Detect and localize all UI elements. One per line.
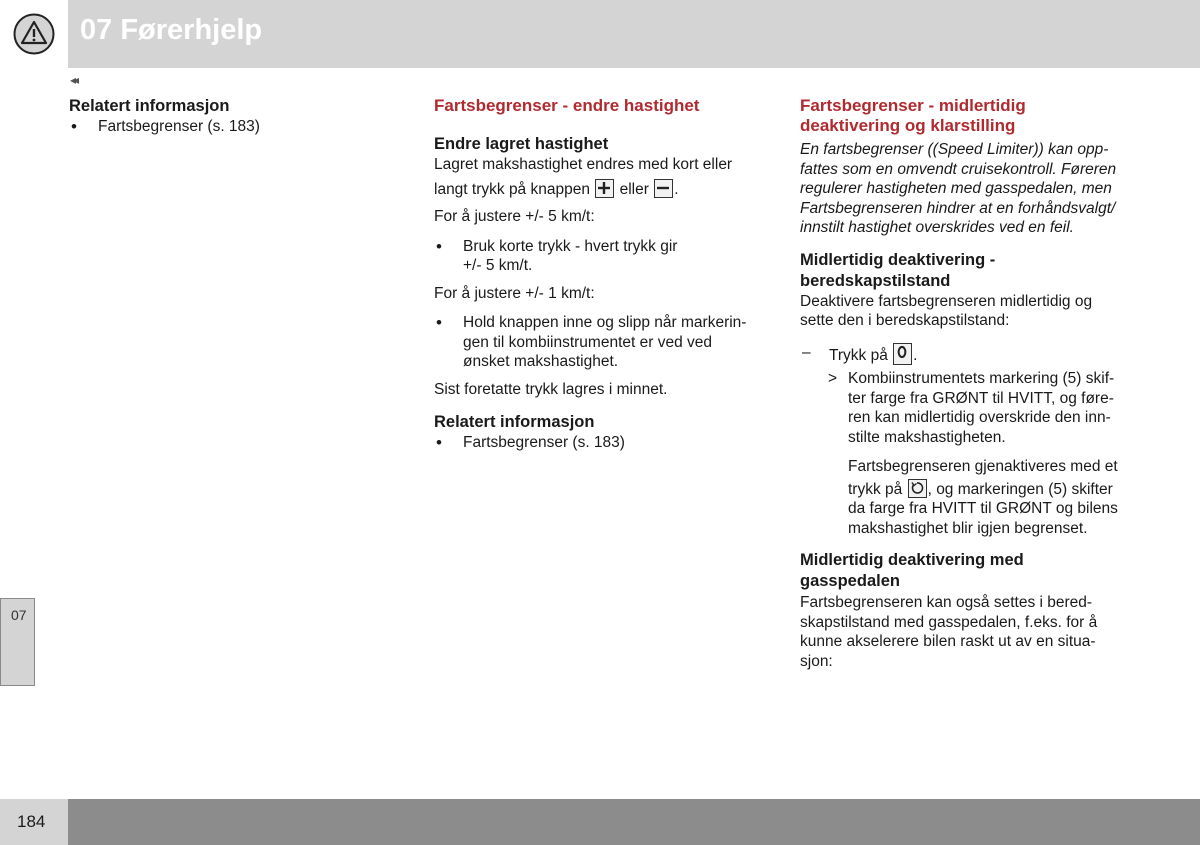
paragraph xyxy=(800,292,1140,331)
text-line: Fartsbegrenseren hindrer at en forhåndsvalgt/ xyxy=(800,199,1116,217)
text-span: , og markeringen (5) skifter xyxy=(927,480,1113,498)
text-line: ønsket makshastighet. xyxy=(463,353,619,370)
column-right xyxy=(800,96,1140,679)
plus-key-icon xyxy=(595,179,614,198)
text-span: . xyxy=(913,346,918,364)
text-line: innstilt hastighet overskrides ved en feil. xyxy=(800,219,1074,236)
chapter-title: 07 Førerhjelp xyxy=(80,14,263,46)
paragraph: For å justere +/- 5 km/t: xyxy=(434,208,595,225)
page-number-box xyxy=(0,799,68,845)
paragraph xyxy=(434,155,774,199)
step-item xyxy=(800,343,1140,366)
warning-triangle-icon xyxy=(13,13,55,55)
column-left xyxy=(69,96,399,137)
related-info-heading: Relatert informasjon xyxy=(434,413,595,431)
text-span: langt trykk på knappen xyxy=(434,180,590,198)
text-span: . xyxy=(674,180,679,198)
page-number: 184 xyxy=(17,812,46,831)
paragraph xyxy=(800,593,1140,671)
paragraph: For å justere +/- 1 km/t: xyxy=(434,284,595,302)
page-footer xyxy=(0,799,1200,845)
intro-paragraph xyxy=(800,140,1140,238)
text-line: stilte makshastigheten. xyxy=(848,428,1006,446)
result-item xyxy=(800,369,1140,447)
text-line: +/- 5 km/t. xyxy=(463,257,533,274)
list-item xyxy=(434,313,774,372)
heading-line: Midlertidig deaktivering - xyxy=(800,250,996,269)
chapter-side-tab[interactable] xyxy=(0,598,35,686)
text-line: gen til kombiinstrumentet er ved ved xyxy=(463,333,712,351)
text-line: ren kan midlertidig overskride den inn- xyxy=(848,409,1111,426)
sub-heading: Endre lagret hastighet xyxy=(434,135,609,153)
back-arrows-icon[interactable]: ◂◂ xyxy=(70,73,77,87)
result-mark: > xyxy=(828,370,838,387)
chapter-header xyxy=(0,0,1200,68)
zero-key-icon xyxy=(893,343,912,365)
text-span: Trykk på xyxy=(829,346,888,364)
text-line: da farge fra HVITT til GRØNT og bilens xyxy=(848,500,1118,517)
text-line xyxy=(848,479,1140,500)
heading-line: Midlertidig deaktivering med xyxy=(800,551,1024,569)
text-line: • Bruk korte trykk - hvert trykk gir xyxy=(463,237,678,255)
note-paragraph xyxy=(800,457,1140,538)
resume-key-icon xyxy=(908,479,927,498)
heading-line: beredskapstilstand xyxy=(800,271,951,290)
text-span: eller xyxy=(619,180,649,198)
text-line: fattes som en omvendt cruisekontroll. Føreren xyxy=(800,160,1117,178)
text-line: skapstilstand med gasspedalen, f.eks. for å xyxy=(800,613,1098,631)
text-line: sette den i beredskapstilstand: xyxy=(800,312,1010,329)
text-line: kunne akselerere bilen raskt ut av en situa- xyxy=(800,633,1096,650)
heading-line: gasspedalen xyxy=(800,572,900,590)
text-line: Deaktivere fartsbegrenseren midlertidig og xyxy=(800,292,1093,310)
text-span: trykk på xyxy=(848,480,903,498)
text-line: • Hold knappen inne og slipp når markerin- xyxy=(463,314,747,331)
text-line: Fartsbegrenseren kan også settes i bered- xyxy=(800,594,1093,611)
text-line: En fartsbegrenser ((Speed Limiter)) kan opp- xyxy=(800,141,1109,158)
paragraph: Sist foretatte trykk lagres i minnet. xyxy=(434,380,668,398)
related-link[interactable] xyxy=(434,433,774,453)
text-line: sjon: xyxy=(800,652,833,670)
text-line xyxy=(434,179,774,200)
related-link-text[interactable]: Fartsbegrenser (s. 183) xyxy=(463,434,625,451)
sub-heading xyxy=(800,550,1140,592)
section-title xyxy=(800,96,1140,136)
title-line: deaktivering og klarstilling xyxy=(800,116,1016,135)
text-line: Fartsbegrenseren gjenaktiveres med et xyxy=(848,458,1118,475)
text-line: regulerer hastigheten med gasspedalen, men xyxy=(800,180,1112,197)
column-middle xyxy=(434,96,774,453)
list-item xyxy=(434,237,774,276)
related-info-heading: Relatert informasjon xyxy=(69,97,230,115)
text-line: Kombiinstrumentets markering (5) skif- xyxy=(848,370,1115,387)
related-link[interactable] xyxy=(69,117,399,137)
text-line: ter farge fra GRØNT til HVITT, og føre- xyxy=(848,389,1114,407)
sub-heading xyxy=(800,250,1140,292)
section-title: Fartsbegrenser - endre hastighet xyxy=(434,96,700,115)
title-line: Fartsbegrenser - midlertidig xyxy=(800,96,1026,115)
minus-key-icon xyxy=(654,179,673,198)
side-tab-label: 07 xyxy=(11,607,27,623)
text-line: Lagret makshastighet endres med kort eller xyxy=(434,156,733,173)
step-mark: – xyxy=(802,343,811,361)
text-line: makshastighet blir igjen begrenset. xyxy=(848,519,1088,537)
related-link-text[interactable]: Fartsbegrenser (s. 183) xyxy=(98,118,260,135)
header-icon-box xyxy=(0,0,68,68)
